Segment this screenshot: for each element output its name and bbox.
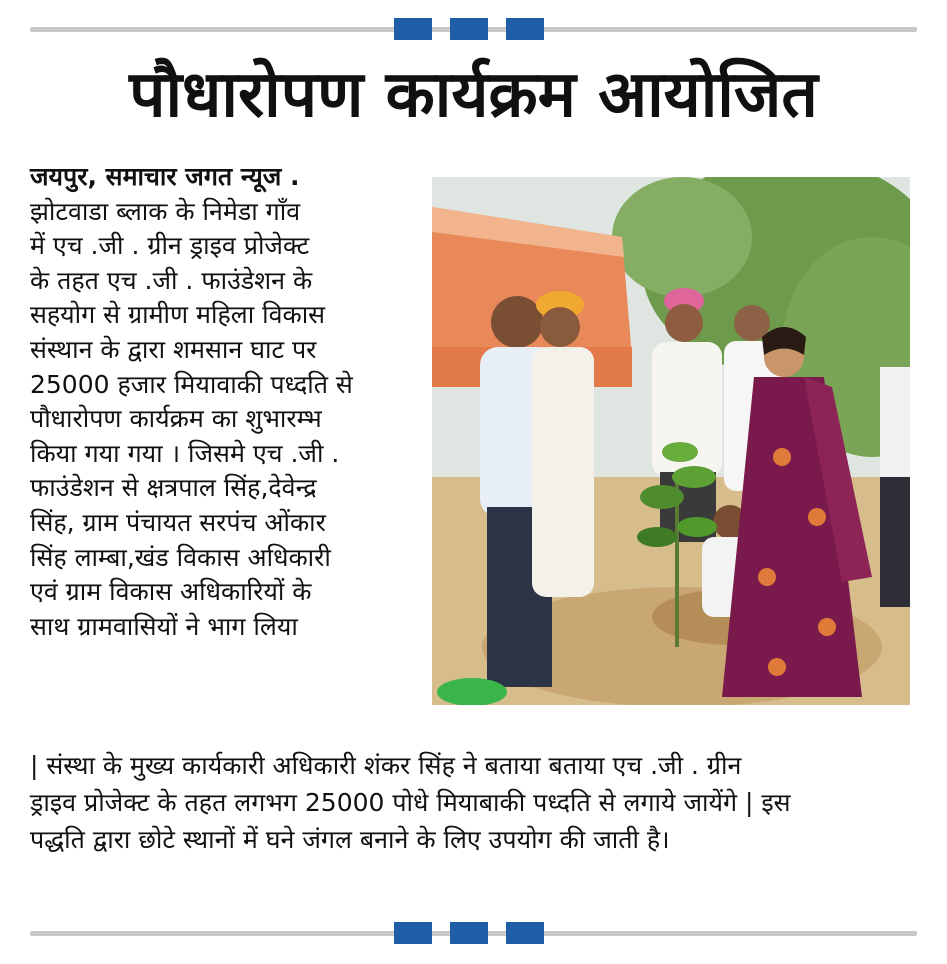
- plantation-photo-illustration: [432, 177, 910, 705]
- top-divider-square-2: [450, 18, 488, 40]
- article-column-text: [30, 160, 425, 644]
- bottom-divider-square-2: [450, 922, 488, 944]
- column-line: में एच .जी . ग्रीन ड्राइव प्रोजेक्ट: [30, 231, 310, 261]
- top-divider-square-3: [506, 18, 544, 40]
- headline: पौधारोपण कार्यक्रम आयोजित: [129, 58, 818, 132]
- bottom-divider: [30, 922, 917, 944]
- column-line: पौधारोपण कार्यक्रम का शुभारम्भ: [30, 404, 322, 434]
- full-line: ड्राइव प्रोजेक्ट के तहत लगभग 25000 पोधे मियाबाकी पध्दति से लगाये जायेंगे | इस: [30, 788, 791, 817]
- column-line: झोटवाडा ब्लाक के निमेडा गाँव: [30, 196, 301, 226]
- top-divider: [30, 18, 917, 40]
- column-line: साथ ग्रामवासियों ने भाग लिया: [30, 611, 298, 641]
- column-line: सिंह लाम्बा,खंड विकास अधिकारी: [30, 542, 331, 572]
- event-photo: [432, 177, 910, 705]
- bottom-divider-square-1: [394, 922, 432, 944]
- article-full-width-text: [30, 747, 920, 858]
- bottom-divider-square-3: [506, 922, 544, 944]
- column-line: 25000 हजार मियावाकी पध्दति से: [30, 369, 353, 399]
- column-line: सहयोग से ग्रामीण महिला विकास: [30, 300, 326, 330]
- dateline: जयपुर, समाचार जगत न्यूज .: [30, 162, 300, 191]
- column-line: एवं ग्राम विकास अधिकारियों के: [30, 577, 312, 607]
- column-line: के तहत एच .जी . फाउंडेशन के: [30, 265, 313, 295]
- full-line: | संस्था के मुख्य कार्यकारी अधिकारी शंकर सिंह ने बताया बताया एच .जी . ग्रीन: [30, 751, 742, 780]
- column-line: फाउंडेशन से क्षत्रपाल सिंह,देवेन्द्र: [30, 473, 317, 503]
- column-line: सिंह, ग्राम पंचायत सरपंच ओंकार: [30, 507, 326, 537]
- top-divider-square-1: [394, 18, 432, 40]
- column-line: किया गया गया । जिसमे एच .जी .: [30, 438, 340, 468]
- full-line: पद्धति द्वारा छोटे स्थानों में घने जंगल बनाने के लिए उपयोग की जाती है।: [30, 825, 670, 854]
- column-line: संस्थान के द्वारा शमसान घाट पर: [30, 334, 317, 364]
